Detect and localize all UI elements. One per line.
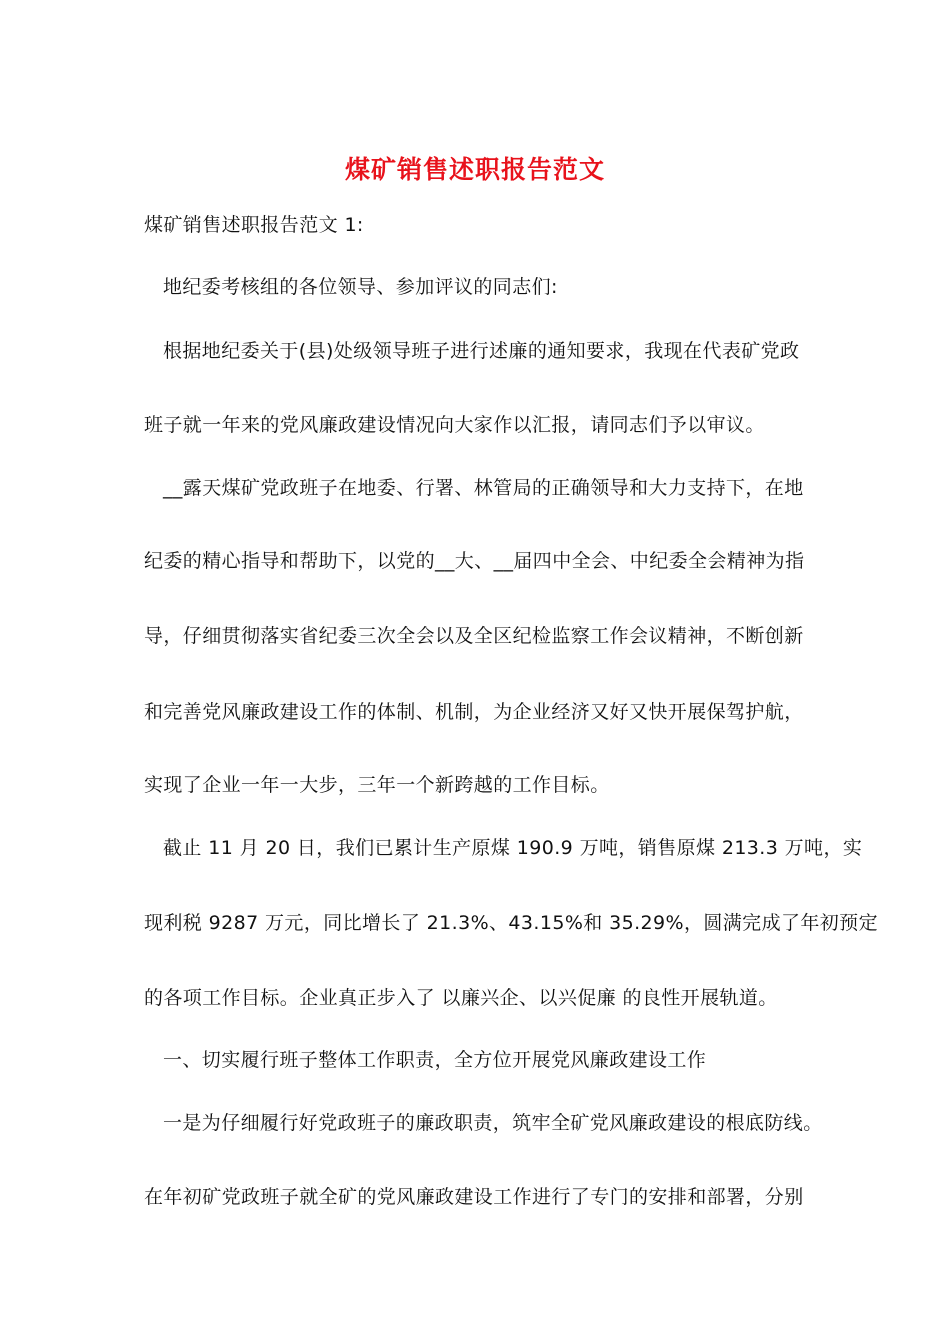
paragraph-line: 一是为仔细履行好党政班子的廉政职责，筑牢全矿党风廉政建设的根底防线。 [163, 1112, 823, 1134]
paragraph-line: 班子就一年来的党风廉政建设情况向大家作以汇报，请同志们予以审议。 [144, 414, 765, 436]
paragraph-line: 根据地纪委关于(县)处级领导班子进行述廉的通知要求，我现在代表矿党政 [163, 340, 800, 362]
subheading: 一、切实履行班子整体工作职责，全方位开展党风廉政建设工作 [163, 1049, 707, 1071]
paragraph-line: 纪委的精心指导和帮助下，以党的__大、__届四中全会、中纪委全会精神为指 [144, 550, 805, 572]
paragraph-line: 在年初矿党政班子就全矿的党风廉政建设工作进行了专门的安排和部署，分别 [144, 1186, 804, 1208]
paragraph-line: 实现了企业一年一大步，三年一个新跨越的工作目标。 [144, 774, 610, 796]
salutation: 地纪委考核组的各位领导、参加评议的同志们: [163, 276, 558, 298]
document-title: 煤矿销售述职报告范文 [344, 155, 605, 184]
paragraph-line: 导，仔细贯彻落实省纪委三次全会以及全区纪检监察工作会议精神，不断创新 [144, 625, 804, 647]
paragraph-line: 和完善党风廉政建设工作的体制、机制，为企业经济又好又快开展保驾护航， [144, 701, 804, 723]
paragraph-line: __露天煤矿党政班子在地委、行署、林管局的正确领导和大力支持下，在地 [163, 477, 804, 499]
section-heading: 煤矿销售述职报告范文 1: [144, 214, 364, 236]
paragraph-line: 现利税 9287 万元，同比增长了 21.3%、43.15%和 35.29%，圆满完成了年初预定 [144, 912, 878, 934]
paragraph-line: 的各项工作目标。企业真正步入了 以廉兴企、以兴促廉 的良性开展轨道。 [144, 987, 778, 1009]
paragraph-line: 截止 11 月 20 日，我们已累计生产原煤 190.9 万吨，销售原煤 213.3 万吨，实 [163, 837, 863, 859]
